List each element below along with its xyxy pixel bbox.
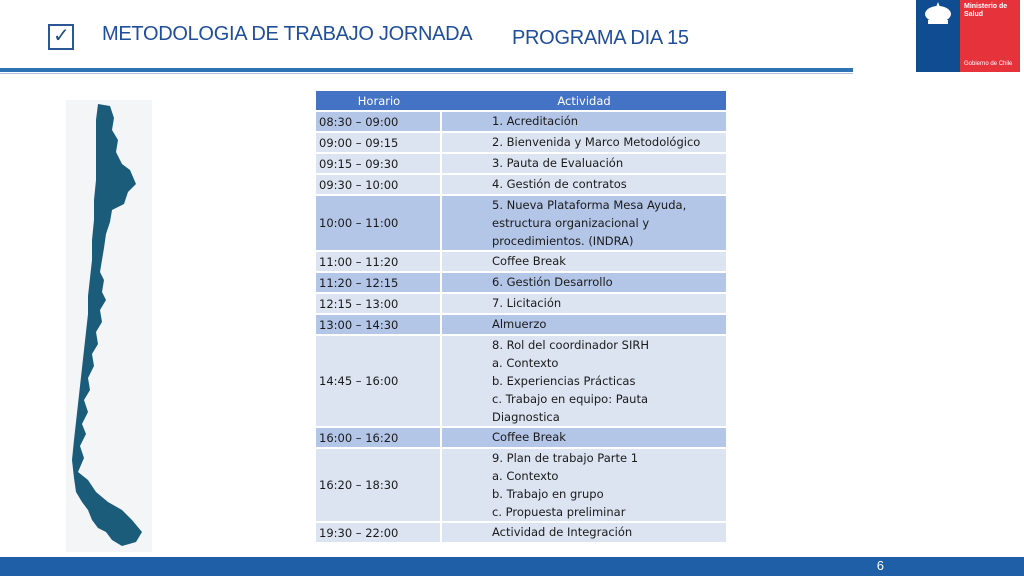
activity-line: 6. Gestión Desarrollo — [492, 275, 613, 289]
activity-line: 5. Nueva Plataforma Mesa Ayuda, — [492, 198, 687, 212]
row-activity — [442, 196, 726, 250]
row-activity — [442, 449, 726, 521]
activity-line: c. Trabajo en equipo: Pauta — [492, 392, 649, 406]
activity-line: 1. Acreditación — [492, 114, 579, 128]
activity-line: Almuerzo — [492, 317, 547, 331]
row-time: 12:15 – 13:00 — [316, 294, 442, 313]
activity-line: 4. Gestión de contratos — [492, 177, 627, 191]
activity-line: 9. Plan de trabajo Parte 1 — [492, 451, 639, 465]
coat-of-arms-icon — [916, 0, 960, 72]
row-activity — [442, 252, 726, 271]
table-row — [316, 315, 726, 334]
activity-line: 8. Rol del coordinador SIRH — [492, 338, 650, 352]
row-time: 11:20 – 12:15 — [316, 273, 442, 292]
header-actividad: Actividad — [442, 91, 726, 110]
row-time: 08:30 – 09:00 — [316, 112, 442, 131]
table-row — [316, 428, 726, 447]
row-activity — [442, 523, 726, 542]
activity-line: 7. Licitación — [492, 296, 562, 310]
logo-blue-panel — [916, 0, 960, 72]
row-time: 14:45 – 16:00 — [316, 336, 442, 426]
logo-government-text: Gobierno de Chile — [964, 61, 1013, 67]
table-row — [316, 252, 726, 271]
table-row — [316, 523, 726, 542]
row-time: 09:30 – 10:00 — [316, 175, 442, 194]
activity-line: Diagnostica — [492, 410, 560, 424]
row-time: 16:20 – 18:30 — [316, 449, 442, 521]
table-row — [316, 449, 726, 521]
row-time: 19:30 – 22:00 — [316, 523, 442, 542]
page-title: METODOLOGIA DE TRABAJO JORNADA — [102, 23, 473, 45]
row-time: 09:00 – 09:15 — [316, 133, 442, 152]
activity-line: b. Trabajo en grupo — [492, 487, 604, 501]
activity-line: b. Experiencias Prácticas — [492, 374, 636, 388]
row-time: 13:00 – 14:30 — [316, 315, 442, 334]
activity-line: Coffee Break — [492, 430, 566, 444]
footer-bar — [0, 557, 1024, 576]
header-divider-thin — [0, 73, 853, 74]
row-activity — [442, 294, 726, 313]
table-row — [316, 133, 726, 152]
table-row — [316, 336, 726, 426]
row-activity — [442, 112, 726, 131]
activity-line: estructura organizacional y — [492, 216, 650, 230]
table-row — [316, 112, 726, 131]
chile-map-icon — [66, 100, 152, 552]
row-time: 11:00 – 11:20 — [316, 252, 442, 271]
row-time: 09:15 – 09:30 — [316, 154, 442, 173]
table-row — [316, 196, 726, 250]
row-activity — [442, 175, 726, 194]
activity-line: Actividad de Integración — [492, 525, 633, 539]
header-horario: Horario — [316, 91, 442, 110]
table-row — [316, 273, 726, 292]
table-row — [316, 154, 726, 173]
activity-line: a. Contexto — [492, 356, 559, 370]
schedule-table — [316, 89, 726, 544]
row-activity — [442, 315, 726, 334]
table-row — [316, 294, 726, 313]
activity-line: 2. Bienvenida y Marco Metodológico — [492, 135, 701, 149]
activity-line: a. Contexto — [492, 469, 559, 483]
row-time: 10:00 – 11:00 — [316, 196, 442, 250]
ministry-logo — [916, 0, 1020, 72]
page-number: 6 — [876, 558, 884, 573]
table-row — [316, 175, 726, 194]
row-activity — [442, 133, 726, 152]
header-divider — [0, 68, 853, 72]
row-time: 16:00 – 16:20 — [316, 428, 442, 447]
checkbox-icon: ✓ — [48, 24, 74, 50]
chile-map — [66, 100, 152, 552]
activity-line: procedimientos. (INDRA) — [492, 234, 634, 248]
row-activity — [442, 273, 726, 292]
activity-line: 3. Pauta de Evaluación — [492, 156, 624, 170]
page-subtitle: PROGRAMA DIA 15 — [512, 27, 689, 49]
logo-ministry-text: Ministerio de Salud — [964, 3, 1008, 18]
row-activity — [442, 154, 726, 173]
activity-line: Coffee Break — [492, 254, 566, 268]
activity-line: c. Propuesta preliminar — [492, 505, 626, 519]
row-activity — [442, 336, 726, 426]
row-activity — [442, 428, 726, 447]
